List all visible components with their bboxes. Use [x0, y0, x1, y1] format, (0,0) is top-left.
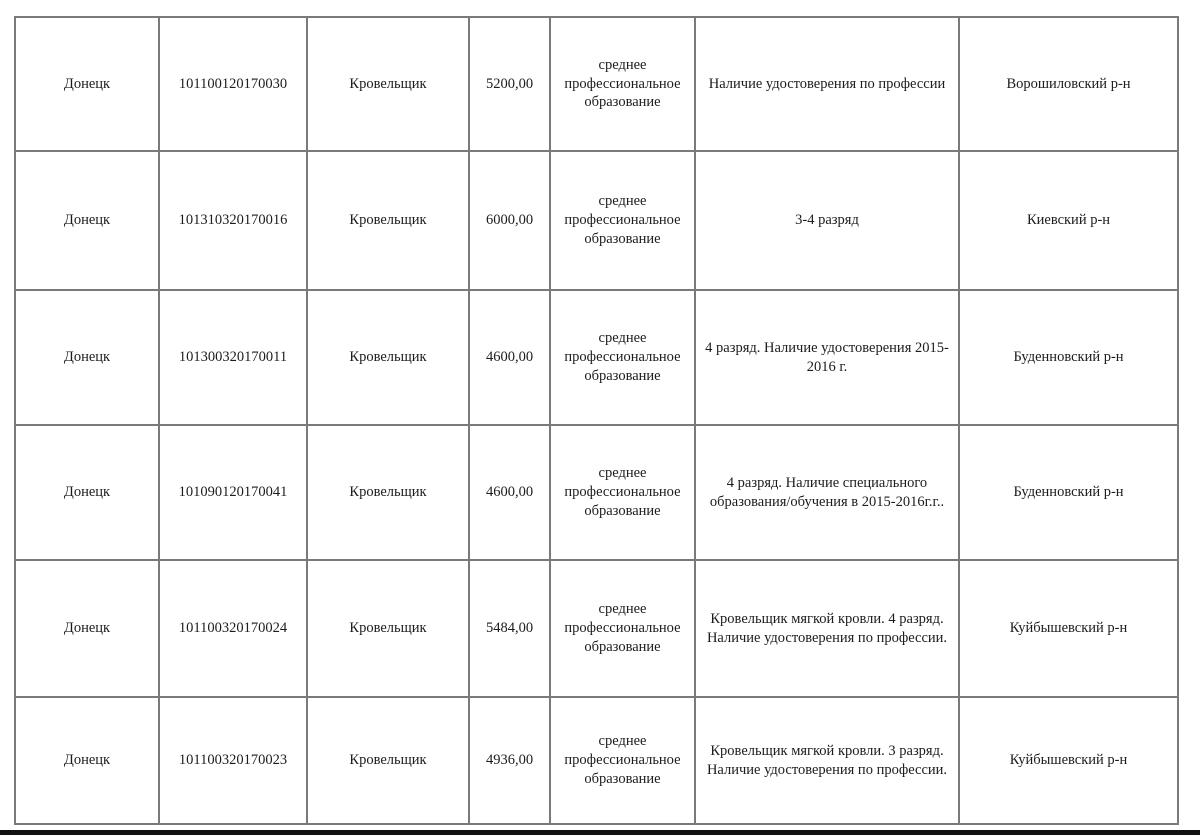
cell-profession: Кровельщик	[307, 17, 469, 151]
cell-requirements: Кровельщик мягкой кровли. 3 разряд. Наличие удостоверения по профессии.	[695, 697, 959, 824]
cell-city: Донецк	[15, 560, 159, 697]
cell-district: Ворошиловский р-н	[959, 17, 1178, 151]
cell-salary: 5200,00	[469, 17, 550, 151]
cell-salary: 6000,00	[469, 151, 550, 290]
cell-district: Буденновский р-н	[959, 290, 1178, 425]
cell-city: Донецк	[15, 697, 159, 824]
table-row	[15, 290, 1178, 425]
cell-vacancy-id: 101100320170024	[159, 560, 307, 697]
cell-requirements: Наличие удостоверения по профессии	[695, 17, 959, 151]
cell-education: среднее профессиональное образование	[550, 560, 695, 697]
cell-city: Донецк	[15, 151, 159, 290]
cell-education: среднее профессиональное образование	[550, 425, 695, 560]
cell-profession: Кровельщик	[307, 151, 469, 290]
cell-vacancy-id: 101300320170011	[159, 290, 307, 425]
page-bottom-edge	[0, 830, 1200, 835]
table-row	[15, 560, 1178, 697]
cell-requirements: 3-4 разряд	[695, 151, 959, 290]
cell-profession: Кровельщик	[307, 560, 469, 697]
cell-district: Куйбышевский р-н	[959, 560, 1178, 697]
vacancies-table	[14, 16, 1179, 825]
cell-profession: Кровельщик	[307, 425, 469, 560]
cell-education: среднее профессиональное образование	[550, 290, 695, 425]
table-row	[15, 151, 1178, 290]
cell-salary: 4936,00	[469, 697, 550, 824]
cell-city: Донецк	[15, 425, 159, 560]
cell-requirements: 4 разряд. Наличие специального образования/обучения в 2015-2016г.г..	[695, 425, 959, 560]
cell-vacancy-id: 101100120170030	[159, 17, 307, 151]
cell-city: Донецк	[15, 290, 159, 425]
cell-requirements: Кровельщик мягкой кровли. 4 разряд. Наличие удостоверения по профессии.	[695, 560, 959, 697]
cell-profession: Кровельщик	[307, 290, 469, 425]
cell-city: Донецк	[15, 17, 159, 151]
cell-education: среднее профессиональное образование	[550, 17, 695, 151]
cell-district: Куйбышевский р-н	[959, 697, 1178, 824]
cell-vacancy-id: 101310320170016	[159, 151, 307, 290]
cell-vacancy-id: 101100320170023	[159, 697, 307, 824]
cell-district: Киевский р-н	[959, 151, 1178, 290]
cell-education: среднее профессиональное образование	[550, 151, 695, 290]
cell-education: среднее профессиональное образование	[550, 697, 695, 824]
table-row	[15, 425, 1178, 560]
cell-requirements: 4 разряд. Наличие удостоверения 2015-2016 г.	[695, 290, 959, 425]
table-row	[15, 17, 1178, 151]
cell-salary: 4600,00	[469, 290, 550, 425]
cell-district: Буденновский р-н	[959, 425, 1178, 560]
cell-profession: Кровельщик	[307, 697, 469, 824]
cell-salary: 4600,00	[469, 425, 550, 560]
table-row	[15, 697, 1178, 824]
cell-salary: 5484,00	[469, 560, 550, 697]
cell-vacancy-id: 101090120170041	[159, 425, 307, 560]
